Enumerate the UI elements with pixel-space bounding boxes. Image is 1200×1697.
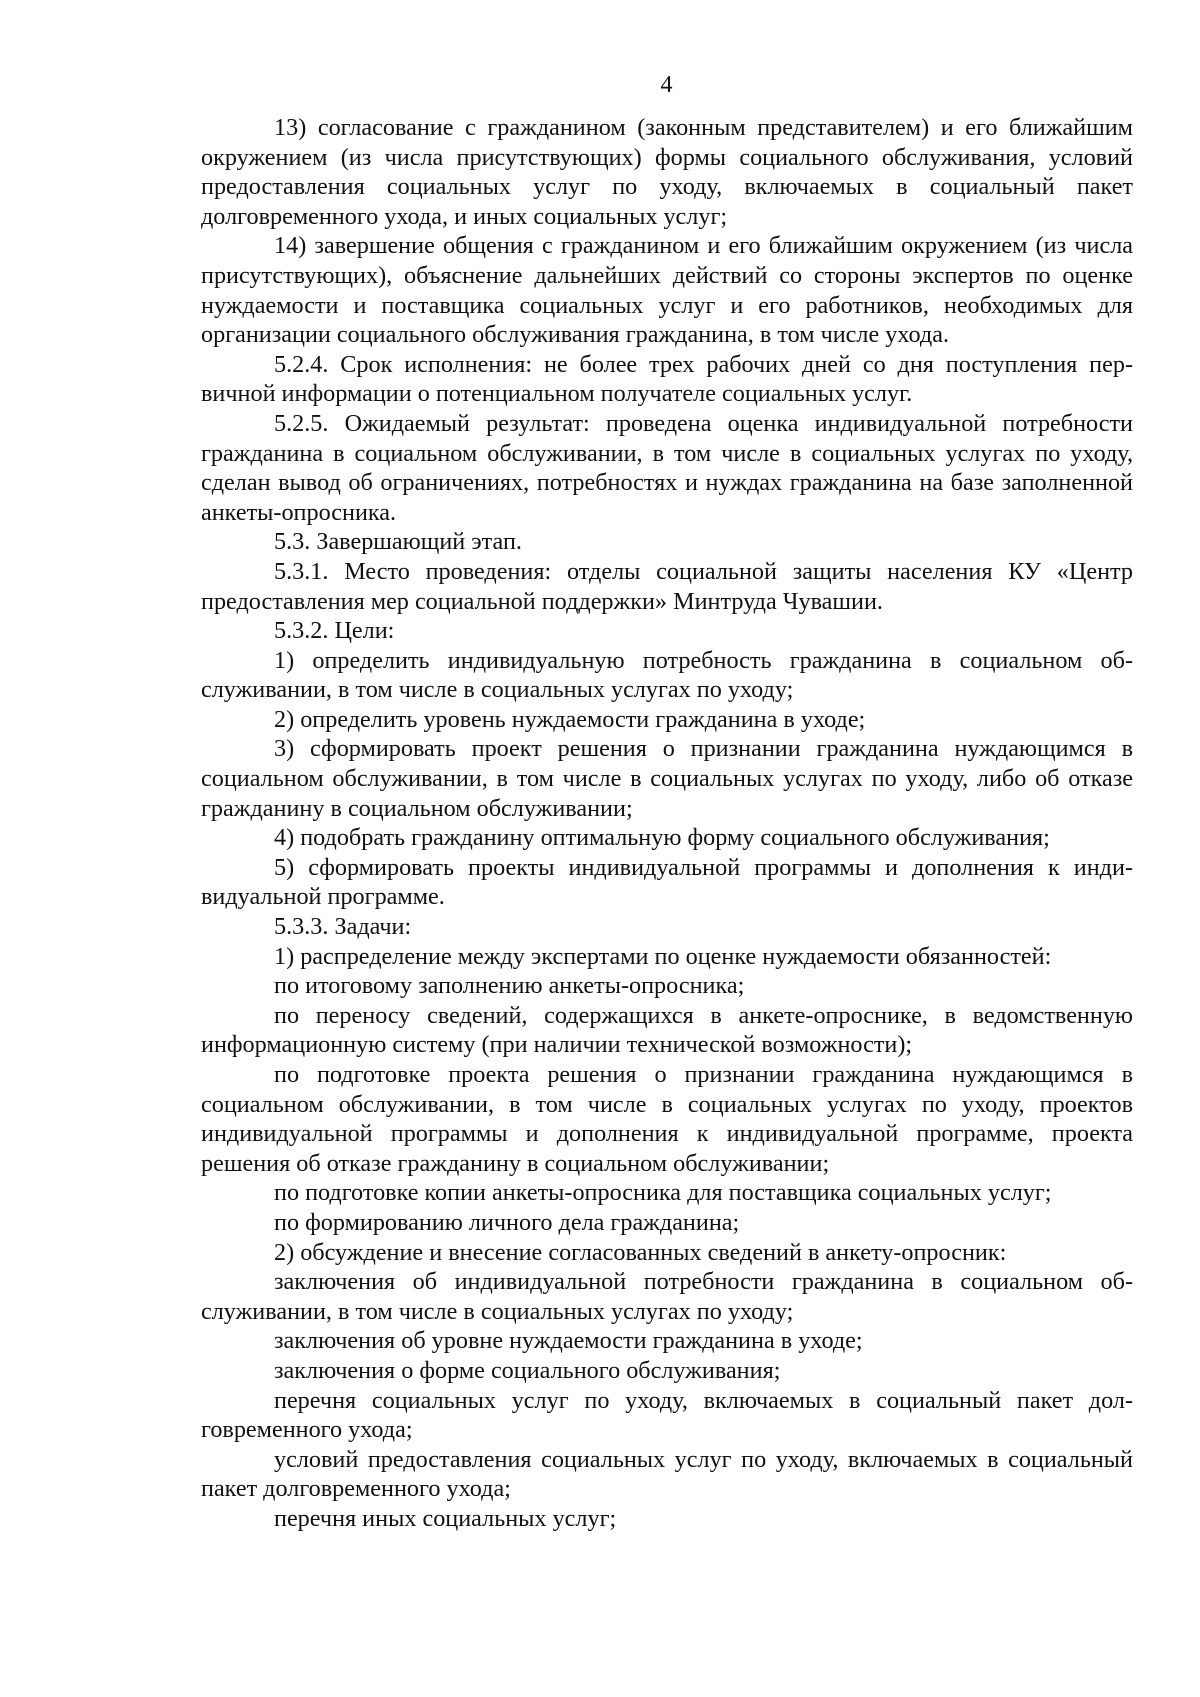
- paragraph-5-2-5: 5.2.5. Ожидаемый результат: проведена оценка индивидуальной потребности гражданина в социальном обслуживании, в том числе в социальных услугах по уходу, сделан вывод об ограничениях, потребностях и нуждах гражданина на базе заполненной анкеты-опросника.: [201, 409, 1133, 526]
- task-subitem: заключения об индивидуальной потребности гражданина в социальном обслуживании, в том числе в социальных услугах по уходу;: [201, 1268, 1133, 1325]
- page-number: 4: [660, 72, 673, 98]
- document-body: [201, 113, 1133, 1534]
- paragraph-5-2-4: 5.2.4. Срок исполнения: не более трех рабочих дней со дня поступления первичной информации о потенциальном получателе социальных услуг.: [201, 350, 1133, 408]
- paragraph-item-14: 14) завершение общения с гражданином и его ближайшим окружением (из числа присутствующих), объяснение дальнейших действий со стороны экспертов по оценке нуждаемости и поставщика социальных услуг и его работников, необходимых для организации социального обслуживания гражданина, в том числе ухода.: [201, 232, 1133, 349]
- goal-item-3: 3) сформировать проект решения о признании гражданина нуждающимся в социальном обслуживании, в том числе в социальных услугах по уходу, либо об отказе гражданину в социальном обслуживании;: [201, 735, 1133, 822]
- task-subitem: по итоговому заполнению анкеты-опросника;: [274, 972, 745, 1000]
- task-subitem: по подготовке проекта решения о признании гражданина нуждающимся в социальном обслуживании, в том числе в социальных услугах по уходу, проектов индивидуальной программы и дополнения к индивидуальной программе, проекта решения об отказе гражданину в социальном обслуживании;: [201, 1061, 1133, 1177]
- task-subitem: условий предоставления социальных услуг по уходу, включаемых в социальный пакет долговременного ухода;: [201, 1445, 1133, 1503]
- task-subitem: перечня иных социальных услуг;: [274, 1504, 617, 1532]
- paragraph-5-3-1: 5.3.1. Место проведения: отделы социальной защиты населения КУ «Центр предоставления мер социальной поддержки» Минтруда Чувашии.: [201, 557, 1133, 615]
- task-subitem: по подготовке копии анкеты-опросника для поставщика социальных услуг;: [274, 1179, 1052, 1207]
- goal-item-5: 5) сформировать проекты индивидуальной программы и дополнения к индивидуальной программе.: [201, 853, 1133, 911]
- task-subitem: заключения об уровне нуждаемости гражданина в уходе;: [274, 1327, 863, 1355]
- paragraph-5-3: 5.3. Завершающий этап.: [274, 528, 522, 556]
- goal-item-4: 4) подобрать гражданину оптимальную форму социального обслуживания;: [274, 824, 1050, 852]
- goal-item-2: 2) определить уровень нуждаемости гражданина в уходе;: [274, 705, 866, 733]
- task-subitem: заключения о форме социального обслуживания;: [274, 1356, 781, 1384]
- task-item-2: 2) обсуждение и внесение согласованных сведений в анкету-опросник:: [274, 1238, 1007, 1266]
- paragraph-5-3-3: 5.3.3. Задачи:: [274, 913, 412, 941]
- task-subitem: перечня социальных услуг по уходу, включаемых в социальный пакет долговременного ухода;: [201, 1386, 1133, 1444]
- task-subitem: по переносу сведений, содержащихся в анкете-опроснике, в ведомственную информационную систему (при наличии технической возможности);: [201, 1001, 1133, 1059]
- paragraph-item-13: 13) согласование с гражданином (законным представителем) и его ближайшим окружением (из числа присутствующих) формы социального обслуживания, условий предоставления социальных услуг по уходу, включаемых в социальный пакет долговременного ухода, и иных социальных услуг;: [201, 114, 1133, 230]
- goal-item-1: 1) определить индивидуальную потребность гражданина в социальном обслуживании, в том числе в социальных услугах по уходу;: [201, 646, 1133, 704]
- task-item-1: 1) распределение между экспертами по оценке нуждаемости обязанностей:: [274, 942, 1052, 970]
- paragraph-5-3-2: 5.3.2. Цели:: [274, 617, 395, 645]
- task-subitem: по формированию личного дела гражданина;: [274, 1208, 740, 1236]
